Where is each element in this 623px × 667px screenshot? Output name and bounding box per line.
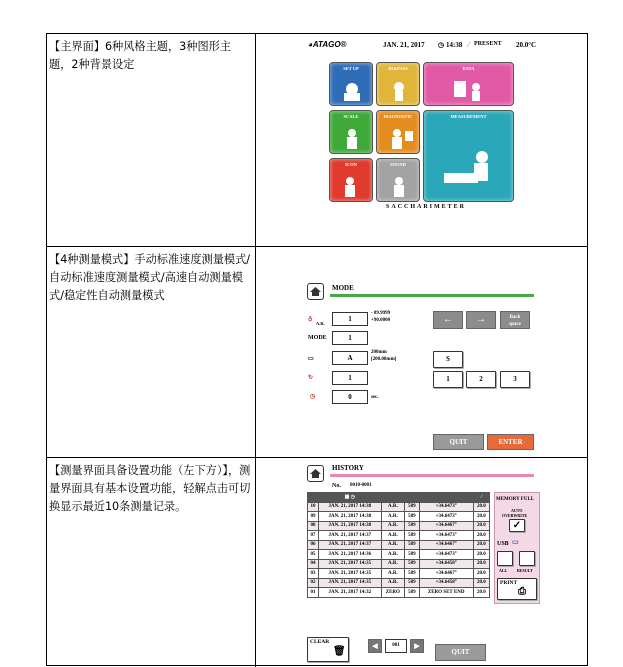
- ar-label: A.R.: [316, 321, 325, 326]
- table-cell: A.R.: [381, 521, 405, 531]
- table-cell: 589: [405, 540, 419, 550]
- backspace-button[interactable]: [500, 311, 530, 329]
- table-cell: 09: [308, 512, 319, 522]
- tile-label: SET UP: [343, 66, 359, 71]
- icon-icon: [330, 159, 373, 202]
- table-cell: 20.0: [473, 512, 489, 522]
- date-text: JAN. 21, 2017: [383, 41, 425, 49]
- print-label: PRINT: [500, 580, 518, 586]
- table-cell: 589: [405, 578, 419, 588]
- table-cell: 20.0: [473, 550, 489, 560]
- atago-logo: ◕ATAGO®: [308, 40, 347, 49]
- table-row[interactable]: [308, 578, 490, 588]
- tile-icon[interactable]: [329, 158, 373, 202]
- table-cell: +34.6467°: [419, 569, 473, 579]
- history-table: [307, 492, 490, 598]
- table-row[interactable]: [308, 512, 490, 522]
- table-row[interactable]: [308, 588, 490, 598]
- table-cell: 08: [308, 521, 319, 531]
- tube-field[interactable]: A: [332, 351, 368, 365]
- document-table: [46, 33, 588, 666]
- table-cell: 20.0: [473, 569, 489, 579]
- diagnostic-icon: [377, 111, 420, 154]
- tile-label: SOUND: [390, 162, 406, 167]
- table-cell: 20.0: [473, 559, 489, 569]
- count-field[interactable]: 1: [332, 371, 368, 385]
- tile-scale[interactable]: [329, 110, 373, 154]
- table-cell: JAN. 21, 2017 14:37: [318, 531, 381, 541]
- table-cell: JAN. 21, 2017 14:37: [318, 540, 381, 550]
- page-number: 001: [385, 639, 407, 653]
- table-cell: 05: [308, 550, 319, 560]
- table-header: [308, 493, 319, 503]
- range-top: - 89.9999: [371, 311, 391, 316]
- tile-label: ID&PASS: [388, 66, 408, 71]
- table-row[interactable]: [308, 569, 490, 579]
- main-screen-image: [256, 34, 587, 246]
- clear-button[interactable]: [307, 637, 349, 662]
- table-cell: 20.0: [473, 588, 489, 598]
- table-cell: A.R.: [381, 569, 405, 579]
- table-row[interactable]: [308, 521, 490, 531]
- table-cell: ZERO: [381, 588, 405, 598]
- table-cell: 589: [405, 531, 419, 541]
- tile-label: DIAGNOSTIC: [383, 114, 413, 119]
- table-cell: JAN. 21, 2017 14:38: [318, 521, 381, 531]
- table-cell: 589: [405, 512, 419, 522]
- table-header: [419, 493, 473, 503]
- setup-icon: [330, 63, 373, 106]
- memory-panel: [494, 492, 540, 604]
- table-cell: 20.0: [473, 531, 489, 541]
- table-cell: +34.6458°: [419, 559, 473, 569]
- key-1-button[interactable]: 1: [433, 371, 463, 388]
- table-cell: 04: [308, 559, 319, 569]
- table-cell: 03: [308, 569, 319, 579]
- history-screen-image: [256, 458, 587, 667]
- trash-icon: 🗑: [333, 646, 346, 657]
- table-cell: A.R.: [381, 559, 405, 569]
- table-row[interactable]: [308, 531, 490, 541]
- home-button[interactable]: [307, 465, 324, 482]
- memory-full-label: MEMORY FULL: [496, 497, 535, 502]
- cursor-right-button[interactable]: →: [466, 311, 496, 329]
- time-text: 14:38: [446, 41, 463, 49]
- backspace-label: Back: [509, 315, 521, 320]
- table-cell: +34.6473°: [419, 550, 473, 560]
- title-underline: [330, 294, 534, 297]
- table-cell: 589: [405, 502, 419, 512]
- page-title: HISTORY: [332, 464, 364, 472]
- all-label: ALL: [499, 568, 508, 573]
- table-header: ⁄: [473, 493, 489, 503]
- table-cell: JAN. 21, 2017 14:35: [318, 559, 381, 569]
- row-description: 【4种测量模式】手动标准速度测量模式/自动标准速度测量模式/高速自动测量模式/稳定性自动测量模式: [47, 247, 256, 457]
- table-cell: +34.6458°: [419, 578, 473, 588]
- mode-field[interactable]: 1: [332, 331, 368, 345]
- mode-label: MODE: [308, 335, 327, 341]
- home-icon: [308, 466, 323, 481]
- ar-icon: ♁: [308, 317, 313, 323]
- table-cell: 589: [405, 550, 419, 560]
- record-no-value: 0010-0001: [350, 483, 372, 488]
- tile-label: SCALE: [343, 114, 359, 119]
- table-cell: A.R.: [381, 540, 405, 550]
- device-name: SACCHARIMETER: [386, 204, 467, 210]
- table-row[interactable]: [308, 550, 490, 560]
- table-cell: A.R.: [381, 531, 405, 541]
- table-row: [47, 458, 587, 667]
- overwrite-label: OVERWRITE: [502, 513, 528, 518]
- delay-unit: sec.: [371, 395, 379, 400]
- table-row: [47, 247, 587, 458]
- row-description: 【测量界面具备设置功能（左下方）】，测量界面具有基本设置功能，轻解点击可切换显示最近10条测量记录。: [47, 458, 256, 667]
- tile-diagnostic[interactable]: [376, 110, 420, 154]
- table-cell: +34.6473°: [419, 512, 473, 522]
- table-cell: 589: [405, 521, 419, 531]
- table-cell: +34.6467°: [419, 521, 473, 531]
- table-cell: JAN. 21, 2017 14:36: [318, 550, 381, 560]
- data-icon: [424, 63, 514, 106]
- table-cell: +34.6473°: [419, 531, 473, 541]
- table-cell: 589: [405, 559, 419, 569]
- table-cell: +34.6473°: [419, 502, 473, 512]
- table-row: [47, 34, 587, 247]
- result-label: RESULT: [517, 568, 533, 573]
- main-header: [308, 40, 578, 54]
- clear-label: CLEAR: [310, 639, 330, 645]
- tile-label: DATA: [462, 66, 475, 71]
- repeat-icon: ↻: [308, 375, 314, 381]
- table-row[interactable]: [308, 540, 490, 550]
- table-header: ▦ ◷: [318, 493, 381, 503]
- table-cell: A.R.: [381, 512, 405, 522]
- table-cell: JAN. 21, 2017 14:35: [318, 569, 381, 579]
- sound-icon: [377, 159, 420, 202]
- present-icon: ⁄: [468, 41, 470, 49]
- auto-overwrite-checkbox[interactable]: ✓: [509, 519, 525, 532]
- measurement-icon: [424, 111, 514, 202]
- table-header: [381, 493, 405, 503]
- home-icon: [308, 284, 323, 299]
- auto-label: AUTO: [511, 508, 523, 513]
- table-row[interactable]: [308, 502, 490, 512]
- tube-length-actual: [200.00mm]: [371, 357, 397, 362]
- table-header-row: [308, 493, 490, 503]
- table-cell: 10: [308, 502, 319, 512]
- usb-all-button[interactable]: [497, 551, 513, 566]
- tile-setup[interactable]: [329, 62, 373, 106]
- temperature-text: 20.0°C: [516, 41, 537, 49]
- table-cell: 589: [405, 588, 419, 598]
- table-cell: JAN. 21, 2017 14:38: [318, 502, 381, 512]
- table-cell: 589: [405, 569, 419, 579]
- backspace-label: space: [509, 322, 521, 327]
- table-header: [405, 493, 419, 503]
- tile-measurement[interactable]: [423, 110, 514, 202]
- key-2-button[interactable]: 2: [466, 371, 496, 388]
- usb-result-button[interactable]: [519, 551, 535, 566]
- clock-icon: ◷: [438, 41, 445, 49]
- tile-label: MEASUREMENT: [450, 114, 487, 119]
- table-cell: JAN. 21, 2017 14:38: [318, 512, 381, 522]
- tile-data[interactable]: [423, 62, 514, 106]
- printer-icon: ⎙: [518, 586, 526, 597]
- table-cell: 20.0: [473, 521, 489, 531]
- quit-button[interactable]: QUIT: [433, 434, 484, 450]
- table-cell: +34.6467°: [419, 540, 473, 550]
- ar-field[interactable]: 1: [332, 312, 368, 326]
- delay-field[interactable]: 0: [332, 390, 368, 404]
- table-cell: 20.0: [473, 578, 489, 588]
- tile-label: ICON: [345, 162, 357, 167]
- cursor-left-button[interactable]: ←: [433, 311, 463, 329]
- present-text: PRESENT: [474, 41, 502, 47]
- table-cell: A.R.: [381, 550, 405, 560]
- table-cell: 20.0: [473, 540, 489, 550]
- quit-button[interactable]: QUIT: [435, 644, 486, 661]
- table-row[interactable]: [308, 559, 490, 569]
- table-cell: A.R.: [381, 578, 405, 588]
- table-cell: ZERO SET END: [419, 588, 473, 598]
- table-cell: JAN. 21, 2017 14:32: [318, 588, 381, 598]
- key-icon: [377, 63, 420, 106]
- table-cell: 02: [308, 578, 319, 588]
- table-cell: 06: [308, 540, 319, 550]
- tube-length: 200mm: [371, 350, 387, 355]
- key-3-button[interactable]: 3: [500, 371, 530, 388]
- tile-sound[interactable]: [376, 158, 420, 202]
- page-title: MODE: [332, 284, 354, 292]
- home-button[interactable]: [307, 283, 324, 300]
- tile-idpass[interactable]: [376, 62, 420, 106]
- range-bottom: +90.0000: [371, 318, 391, 323]
- mode-screen-image: [256, 247, 587, 457]
- table-cell: JAN. 21, 2017 14:35: [318, 578, 381, 588]
- table-cell: 20.0: [473, 502, 489, 512]
- usb-icon: ▭: [512, 538, 519, 546]
- title-underline: [330, 474, 534, 477]
- table-cell: A.R.: [381, 502, 405, 512]
- print-button[interactable]: [497, 578, 537, 600]
- s-button[interactable]: S: [433, 351, 463, 368]
- page-prev-button[interactable]: ◀: [368, 639, 382, 653]
- table-cell: 07: [308, 531, 319, 541]
- row-description: 【主界面】6种风格主题，3种图形主题，2种背景设定: [47, 34, 256, 246]
- timer-icon: ◷: [310, 394, 316, 400]
- page-next-button[interactable]: ▶: [410, 639, 424, 653]
- tube-icon: ▭: [308, 356, 314, 362]
- enter-button[interactable]: ENTER: [487, 434, 534, 450]
- record-no-label: No.: [332, 483, 341, 489]
- scale-icon: [330, 111, 373, 154]
- usb-label: USB: [497, 541, 509, 547]
- table-cell: 01: [308, 588, 319, 598]
